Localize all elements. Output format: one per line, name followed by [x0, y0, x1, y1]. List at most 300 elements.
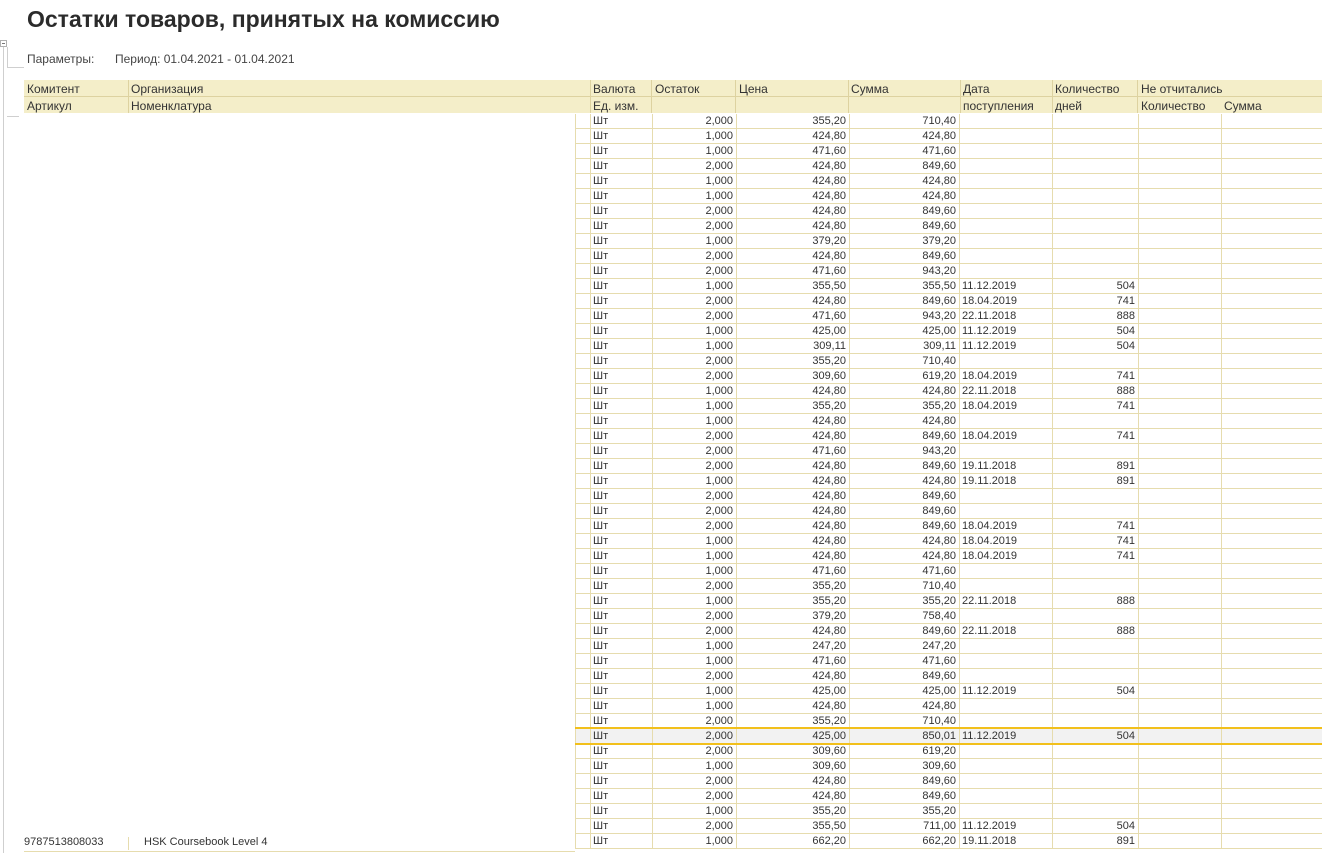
cell-ostatok[interactable]: 1,000: [652, 684, 736, 699]
cell-cena[interactable]: 355,50: [736, 819, 849, 834]
cell-ne-otch-qty[interactable]: [1138, 669, 1221, 684]
cell-date[interactable]: [959, 189, 1052, 204]
cell-summa[interactable]: 619,20: [849, 369, 959, 384]
cell-date[interactable]: [959, 159, 1052, 174]
cell-summa[interactable]: 471,60: [849, 654, 959, 669]
cell-ne-otch-sum[interactable]: [1221, 624, 1322, 639]
cell-cena[interactable]: 424,80: [736, 534, 849, 549]
table-row[interactable]: [0, 279, 1322, 294]
cell-summa[interactable]: 710,40: [849, 714, 959, 729]
table-row[interactable]: [0, 444, 1322, 459]
cell-cena[interactable]: 424,80: [736, 489, 849, 504]
cell-unit[interactable]: Шт: [590, 534, 652, 549]
cell-date[interactable]: 19.11.2018: [959, 834, 1052, 849]
cell-cena[interactable]: 379,20: [736, 234, 849, 249]
cell-unit[interactable]: Шт: [590, 324, 652, 339]
cell-ne-otch-qty[interactable]: [1138, 114, 1221, 129]
cell-ne-otch-sum[interactable]: [1221, 324, 1322, 339]
cell-ne-otch-qty[interactable]: [1138, 534, 1221, 549]
cell-cena[interactable]: 424,80: [736, 459, 849, 474]
cell-ostatok[interactable]: 1,000: [652, 654, 736, 669]
cell-summa[interactable]: 309,11: [849, 339, 959, 354]
cell-cena[interactable]: 309,60: [736, 759, 849, 774]
cell-ne-otch-qty[interactable]: [1138, 384, 1221, 399]
cell-days[interactable]: 888: [1052, 624, 1138, 639]
cell-cena[interactable]: 424,80: [736, 204, 849, 219]
table-row[interactable]: [0, 114, 1322, 129]
cell-unit[interactable]: Шт: [590, 414, 652, 429]
cell-unit[interactable]: Шт: [590, 459, 652, 474]
cell-unit[interactable]: Шт: [590, 504, 652, 519]
cell-ne-otch-qty[interactable]: [1138, 699, 1221, 714]
cell-date[interactable]: [959, 504, 1052, 519]
table-row[interactable]: [0, 429, 1322, 444]
cell-ostatok[interactable]: 2,000: [652, 159, 736, 174]
table-row[interactable]: [0, 804, 1322, 819]
table-row[interactable]: [0, 579, 1322, 594]
cell-unit[interactable]: Шт: [590, 159, 652, 174]
cell-cena[interactable]: 425,00: [736, 324, 849, 339]
cell-ne-otch-sum[interactable]: [1221, 339, 1322, 354]
cell-ostatok[interactable]: 2,000: [652, 264, 736, 279]
cell-ostatok[interactable]: 1,000: [652, 549, 736, 564]
cell-unit[interactable]: Шт: [590, 699, 652, 714]
cell-ne-otch-qty[interactable]: [1138, 324, 1221, 339]
cell-ne-otch-qty[interactable]: [1138, 654, 1221, 669]
table-row[interactable]: [0, 549, 1322, 564]
column-header-summa[interactable]: Сумма: [851, 82, 889, 96]
cell-ostatok[interactable]: 2,000: [652, 669, 736, 684]
column-header-artikul[interactable]: Артикул: [27, 99, 72, 113]
cell-cena[interactable]: 471,60: [736, 564, 849, 579]
cell-ne-otch-sum[interactable]: [1221, 249, 1322, 264]
cell-summa[interactable]: 424,80: [849, 384, 959, 399]
cell-date[interactable]: [959, 354, 1052, 369]
cell-ne-otch-sum[interactable]: [1221, 144, 1322, 159]
cell-date[interactable]: [959, 174, 1052, 189]
cell-ne-otch-sum[interactable]: [1221, 789, 1322, 804]
cell-ostatok[interactable]: 1,000: [652, 639, 736, 654]
cell-summa[interactable]: 425,00: [849, 324, 959, 339]
cell-ne-otch-sum[interactable]: [1221, 729, 1322, 744]
cell-days[interactable]: 741: [1052, 549, 1138, 564]
cell-ostatok[interactable]: 1,000: [652, 144, 736, 159]
cell-days[interactable]: [1052, 219, 1138, 234]
cell-ostatok[interactable]: 1,000: [652, 414, 736, 429]
cell-ostatok[interactable]: 2,000: [652, 219, 736, 234]
cell-ne-otch-sum[interactable]: [1221, 474, 1322, 489]
cell-date[interactable]: [959, 414, 1052, 429]
cell-cena[interactable]: 424,80: [736, 189, 849, 204]
cell-cena[interactable]: 471,60: [736, 444, 849, 459]
cell-ne-otch-qty[interactable]: [1138, 594, 1221, 609]
cell-unit[interactable]: Шт: [590, 189, 652, 204]
cell-summa[interactable]: 471,60: [849, 144, 959, 159]
cell-ne-otch-qty[interactable]: [1138, 204, 1221, 219]
cell-days[interactable]: [1052, 189, 1138, 204]
cell-days[interactable]: [1052, 159, 1138, 174]
cell-ne-otch-qty[interactable]: [1138, 429, 1221, 444]
cell-ostatok[interactable]: 1,000: [652, 834, 736, 849]
table-row[interactable]: [0, 384, 1322, 399]
cell-unit[interactable]: Шт: [590, 219, 652, 234]
column-header-ne-otchitalis[interactable]: Не отчитались: [1141, 82, 1223, 96]
cell-ne-otch-qty[interactable]: [1138, 264, 1221, 279]
cell-date[interactable]: 18.04.2019: [959, 549, 1052, 564]
table-row[interactable]: [0, 249, 1322, 264]
cell-ostatok[interactable]: 1,000: [652, 279, 736, 294]
cell-cena[interactable]: 309,60: [736, 369, 849, 384]
cell-ostatok[interactable]: 1,000: [652, 234, 736, 249]
cell-days[interactable]: 741: [1052, 294, 1138, 309]
cell-summa[interactable]: 662,20: [849, 834, 959, 849]
cell-days[interactable]: [1052, 609, 1138, 624]
cell-days[interactable]: 891: [1052, 459, 1138, 474]
cell-unit[interactable]: Шт: [590, 249, 652, 264]
cell-summa[interactable]: 355,20: [849, 399, 959, 414]
cell-summa[interactable]: 849,60: [849, 459, 959, 474]
cell-ostatok[interactable]: 2,000: [652, 744, 736, 759]
cell-ostatok[interactable]: 2,000: [652, 504, 736, 519]
cell-cena[interactable]: 355,20: [736, 594, 849, 609]
cell-cena[interactable]: 471,60: [736, 309, 849, 324]
cell-date[interactable]: [959, 204, 1052, 219]
cell-summa[interactable]: 850,01: [849, 729, 959, 744]
table-row[interactable]: [0, 774, 1322, 789]
cell-ne-otch-sum[interactable]: [1221, 399, 1322, 414]
cell-days[interactable]: 504: [1052, 729, 1138, 744]
column-header-kommitent[interactable]: Комитент: [27, 82, 80, 96]
table-row[interactable]: [0, 594, 1322, 609]
cell-ne-otch-qty[interactable]: [1138, 369, 1221, 384]
cell-unit[interactable]: Шт: [590, 684, 652, 699]
cell-ne-otch-qty[interactable]: [1138, 354, 1221, 369]
table-row[interactable]: [0, 204, 1322, 219]
cell-date[interactable]: [959, 654, 1052, 669]
cell-unit[interactable]: Шт: [590, 204, 652, 219]
cell-ne-otch-sum[interactable]: [1221, 444, 1322, 459]
cell-days[interactable]: [1052, 489, 1138, 504]
cell-cena[interactable]: 424,80: [736, 774, 849, 789]
table-row[interactable]: [0, 534, 1322, 549]
column-header-ne-otch-summa[interactable]: Сумма: [1224, 99, 1262, 113]
cell-cena[interactable]: 424,80: [736, 429, 849, 444]
cell-unit[interactable]: Шт: [590, 669, 652, 684]
cell-ne-otch-qty[interactable]: [1138, 609, 1221, 624]
cell-ne-otch-qty[interactable]: [1138, 294, 1221, 309]
cell-date[interactable]: 11.12.2019: [959, 819, 1052, 834]
cell-ne-otch-sum[interactable]: [1221, 354, 1322, 369]
cell-ne-otch-sum[interactable]: [1221, 759, 1322, 774]
cell-unit[interactable]: Шт: [590, 519, 652, 534]
cell-cena[interactable]: 424,80: [736, 384, 849, 399]
cell-days[interactable]: 504: [1052, 684, 1138, 699]
cell-days[interactable]: [1052, 174, 1138, 189]
cell-days[interactable]: 741: [1052, 369, 1138, 384]
table-row[interactable]: [0, 699, 1322, 714]
cell-unit[interactable]: Шт: [590, 489, 652, 504]
table-row[interactable]: [0, 519, 1322, 534]
cell-ne-otch-qty[interactable]: [1138, 774, 1221, 789]
cell-ne-otch-sum[interactable]: [1221, 534, 1322, 549]
cell-days[interactable]: [1052, 249, 1138, 264]
cell-date[interactable]: [959, 609, 1052, 624]
cell-date[interactable]: [959, 639, 1052, 654]
cell-days[interactable]: [1052, 774, 1138, 789]
cell-ne-otch-sum[interactable]: [1221, 699, 1322, 714]
cell-cena[interactable]: 425,00: [736, 729, 849, 744]
cell-summa[interactable]: 849,60: [849, 204, 959, 219]
cell-unit[interactable]: Шт: [590, 639, 652, 654]
cell-ostatok[interactable]: 2,000: [652, 819, 736, 834]
cell-ne-otch-qty[interactable]: [1138, 579, 1221, 594]
cell-date[interactable]: [959, 489, 1052, 504]
cell-ostatok[interactable]: 2,000: [652, 114, 736, 129]
cell-ne-otch-qty[interactable]: [1138, 459, 1221, 474]
table-row[interactable]: [0, 684, 1322, 699]
cell-date[interactable]: 22.11.2018: [959, 384, 1052, 399]
cell-ne-otch-sum[interactable]: [1221, 114, 1322, 129]
cell-ne-otch-sum[interactable]: [1221, 279, 1322, 294]
cell-cena[interactable]: 355,20: [736, 804, 849, 819]
cell-days[interactable]: 504: [1052, 324, 1138, 339]
cell-unit[interactable]: Шт: [590, 714, 652, 729]
cell-cena[interactable]: 355,20: [736, 114, 849, 129]
cell-ostatok[interactable]: 2,000: [652, 489, 736, 504]
cell-summa[interactable]: 424,80: [849, 189, 959, 204]
cell-ostatok[interactable]: 2,000: [652, 294, 736, 309]
cell-summa[interactable]: 710,40: [849, 579, 959, 594]
cell-date[interactable]: [959, 144, 1052, 159]
cell-ne-otch-sum[interactable]: [1221, 639, 1322, 654]
cell-ne-otch-sum[interactable]: [1221, 189, 1322, 204]
collapse-toggle-icon[interactable]: [0, 40, 7, 47]
cell-summa[interactable]: 849,60: [849, 774, 959, 789]
cell-days[interactable]: [1052, 504, 1138, 519]
cell-ne-otch-qty[interactable]: [1138, 144, 1221, 159]
cell-cena[interactable]: 424,80: [736, 624, 849, 639]
cell-ostatok[interactable]: 1,000: [652, 699, 736, 714]
cell-unit[interactable]: Шт: [590, 564, 652, 579]
cell-unit[interactable]: Шт: [590, 264, 652, 279]
table-row[interactable]: [0, 309, 1322, 324]
cell-days[interactable]: [1052, 669, 1138, 684]
column-header-ed-izm[interactable]: Ед. изм.: [593, 99, 639, 113]
cell-summa[interactable]: 379,20: [849, 234, 959, 249]
cell-cena[interactable]: 424,80: [736, 699, 849, 714]
cell-summa[interactable]: 849,60: [849, 519, 959, 534]
cell-days[interactable]: [1052, 744, 1138, 759]
cell-ne-otch-qty[interactable]: [1138, 339, 1221, 354]
cell-summa[interactable]: 247,20: [849, 639, 959, 654]
column-header-kolichestvo-dney[interactable]: Количество: [1055, 82, 1120, 96]
cell-ostatok[interactable]: 1,000: [652, 129, 736, 144]
cell-unit[interactable]: Шт: [590, 789, 652, 804]
table-row[interactable]: [0, 489, 1322, 504]
column-header-postupleniya[interactable]: поступления: [963, 99, 1034, 113]
cell-date[interactable]: 18.04.2019: [959, 534, 1052, 549]
table-row[interactable]: [0, 144, 1322, 159]
cell-date[interactable]: [959, 579, 1052, 594]
cell-summa[interactable]: 355,20: [849, 594, 959, 609]
cell-ne-otch-qty[interactable]: [1138, 549, 1221, 564]
cell-date[interactable]: 18.04.2019: [959, 399, 1052, 414]
cell-ne-otch-qty[interactable]: [1138, 804, 1221, 819]
cell-ne-otch-qty[interactable]: [1138, 129, 1221, 144]
table-row[interactable]: [0, 639, 1322, 654]
cell-date[interactable]: 11.12.2019: [959, 339, 1052, 354]
cell-days[interactable]: 741: [1052, 429, 1138, 444]
cell-unit[interactable]: Шт: [590, 429, 652, 444]
cell-ostatok[interactable]: 2,000: [652, 714, 736, 729]
cell-summa[interactable]: 849,60: [849, 789, 959, 804]
cell-ostatok[interactable]: 2,000: [652, 609, 736, 624]
cell-ostatok[interactable]: 2,000: [652, 354, 736, 369]
table-row[interactable]: [0, 264, 1322, 279]
cell-ne-otch-qty[interactable]: [1138, 414, 1221, 429]
cell-cena[interactable]: 355,20: [736, 354, 849, 369]
cell-summa[interactable]: 619,20: [849, 744, 959, 759]
cell-date[interactable]: [959, 129, 1052, 144]
cell-cena[interactable]: 309,60: [736, 744, 849, 759]
table-row[interactable]: [0, 339, 1322, 354]
cell-unit[interactable]: Шт: [590, 174, 652, 189]
cell-days[interactable]: [1052, 114, 1138, 129]
cell-unit[interactable]: Шт: [590, 144, 652, 159]
cell-ne-otch-sum[interactable]: [1221, 414, 1322, 429]
cell-unit[interactable]: Шт: [590, 759, 652, 774]
cell-summa[interactable]: 849,60: [849, 624, 959, 639]
table-row[interactable]: [0, 624, 1322, 639]
cell-ne-otch-qty[interactable]: [1138, 834, 1221, 849]
cell-days[interactable]: [1052, 129, 1138, 144]
cell-date[interactable]: 22.11.2018: [959, 309, 1052, 324]
cell-days[interactable]: [1052, 444, 1138, 459]
cell-unit[interactable]: Шт: [590, 624, 652, 639]
cell-date[interactable]: 18.04.2019: [959, 294, 1052, 309]
cell-ne-otch-sum[interactable]: [1221, 219, 1322, 234]
cell-days[interactable]: [1052, 234, 1138, 249]
cell-date[interactable]: 11.12.2019: [959, 684, 1052, 699]
cell-days[interactable]: [1052, 699, 1138, 714]
cell-ne-otch-sum[interactable]: [1221, 564, 1322, 579]
cell-ostatok[interactable]: 1,000: [652, 189, 736, 204]
cell-ostatok[interactable]: 1,000: [652, 384, 736, 399]
cell-cena[interactable]: 471,60: [736, 264, 849, 279]
cell-ne-otch-qty[interactable]: [1138, 249, 1221, 264]
cell-summa[interactable]: 849,60: [849, 429, 959, 444]
cell-unit[interactable]: Шт: [590, 384, 652, 399]
cell-unit[interactable]: Шт: [590, 774, 652, 789]
cell-ne-otch-qty[interactable]: [1138, 174, 1221, 189]
cell-summa[interactable]: 943,20: [849, 264, 959, 279]
cell-cena[interactable]: 355,50: [736, 279, 849, 294]
cell-date[interactable]: [959, 789, 1052, 804]
table-row[interactable]: [0, 459, 1322, 474]
cell-cena[interactable]: 424,80: [736, 414, 849, 429]
cell-summa[interactable]: 849,60: [849, 219, 959, 234]
cell-summa[interactable]: 849,60: [849, 159, 959, 174]
cell-ostatok[interactable]: 2,000: [652, 579, 736, 594]
cell-ne-otch-qty[interactable]: [1138, 159, 1221, 174]
cell-ne-otch-sum[interactable]: [1221, 384, 1322, 399]
table-row[interactable]: [0, 324, 1322, 339]
cell-ne-otch-qty[interactable]: [1138, 564, 1221, 579]
cell-summa[interactable]: 849,60: [849, 504, 959, 519]
cell-ostatok[interactable]: 2,000: [652, 204, 736, 219]
cell-days[interactable]: [1052, 654, 1138, 669]
cell-unit[interactable]: Шт: [590, 369, 652, 384]
cell-unit[interactable]: Шт: [590, 279, 652, 294]
cell-ostatok[interactable]: 1,000: [652, 564, 736, 579]
cell-days[interactable]: 741: [1052, 399, 1138, 414]
cell-ostatok[interactable]: 2,000: [652, 309, 736, 324]
cell-date[interactable]: 11.12.2019: [959, 324, 1052, 339]
cell-ne-otch-sum[interactable]: [1221, 489, 1322, 504]
cell-cena[interactable]: 355,20: [736, 714, 849, 729]
cell-ostatok[interactable]: 1,000: [652, 594, 736, 609]
cell-days[interactable]: 504: [1052, 279, 1138, 294]
cell-summa[interactable]: 758,40: [849, 609, 959, 624]
cell-ne-otch-sum[interactable]: [1221, 129, 1322, 144]
table-row[interactable]: [0, 789, 1322, 804]
cell-date[interactable]: [959, 759, 1052, 774]
table-row-selected[interactable]: [0, 729, 1322, 744]
cell-ne-otch-sum[interactable]: [1221, 579, 1322, 594]
cell-date[interactable]: 11.12.2019: [959, 729, 1052, 744]
cell-ne-otch-qty[interactable]: [1138, 474, 1221, 489]
cell-date[interactable]: [959, 774, 1052, 789]
cell-ne-otch-sum[interactable]: [1221, 654, 1322, 669]
cell-cena[interactable]: 471,60: [736, 144, 849, 159]
cell-unit[interactable]: Шт: [590, 744, 652, 759]
cell-ne-otch-sum[interactable]: [1221, 594, 1322, 609]
cell-unit[interactable]: Шт: [590, 474, 652, 489]
cell-ne-otch-sum[interactable]: [1221, 504, 1322, 519]
cell-date[interactable]: 19.11.2018: [959, 474, 1052, 489]
cell-summa[interactable]: 710,40: [849, 354, 959, 369]
cell-summa[interactable]: 943,20: [849, 309, 959, 324]
cell-ne-otch-sum[interactable]: [1221, 174, 1322, 189]
cell-date[interactable]: 22.11.2018: [959, 594, 1052, 609]
cell-ne-otch-qty[interactable]: [1138, 639, 1221, 654]
column-header-dney[interactable]: дней: [1055, 99, 1083, 113]
cell-ne-otch-sum[interactable]: [1221, 744, 1322, 759]
cell-cena[interactable]: 424,80: [736, 159, 849, 174]
cell-summa[interactable]: 424,80: [849, 129, 959, 144]
cell-ostatok[interactable]: 1,000: [652, 399, 736, 414]
cell-ostatok[interactable]: 2,000: [652, 429, 736, 444]
cell-ne-otch-sum[interactable]: [1221, 264, 1322, 279]
column-header-ostatok[interactable]: Остаток: [655, 82, 700, 96]
cell-ostatok[interactable]: 1,000: [652, 474, 736, 489]
cell-ne-otch-sum[interactable]: [1221, 234, 1322, 249]
cell-ostatok[interactable]: 2,000: [652, 519, 736, 534]
cell-ne-otch-qty[interactable]: [1138, 684, 1221, 699]
cell-summa[interactable]: 471,60: [849, 564, 959, 579]
cell-days[interactable]: 891: [1052, 834, 1138, 849]
cell-unit[interactable]: Шт: [590, 114, 652, 129]
cell-ostatok[interactable]: 1,000: [652, 174, 736, 189]
cell-ne-otch-qty[interactable]: [1138, 234, 1221, 249]
cell-days[interactable]: [1052, 414, 1138, 429]
cell-ne-otch-qty[interactable]: [1138, 729, 1221, 744]
cell-unit[interactable]: Шт: [590, 609, 652, 624]
cell-unit[interactable]: Шт: [590, 594, 652, 609]
cell-days[interactable]: [1052, 264, 1138, 279]
table-row[interactable]: [0, 354, 1322, 369]
cell-cena[interactable]: 355,20: [736, 399, 849, 414]
